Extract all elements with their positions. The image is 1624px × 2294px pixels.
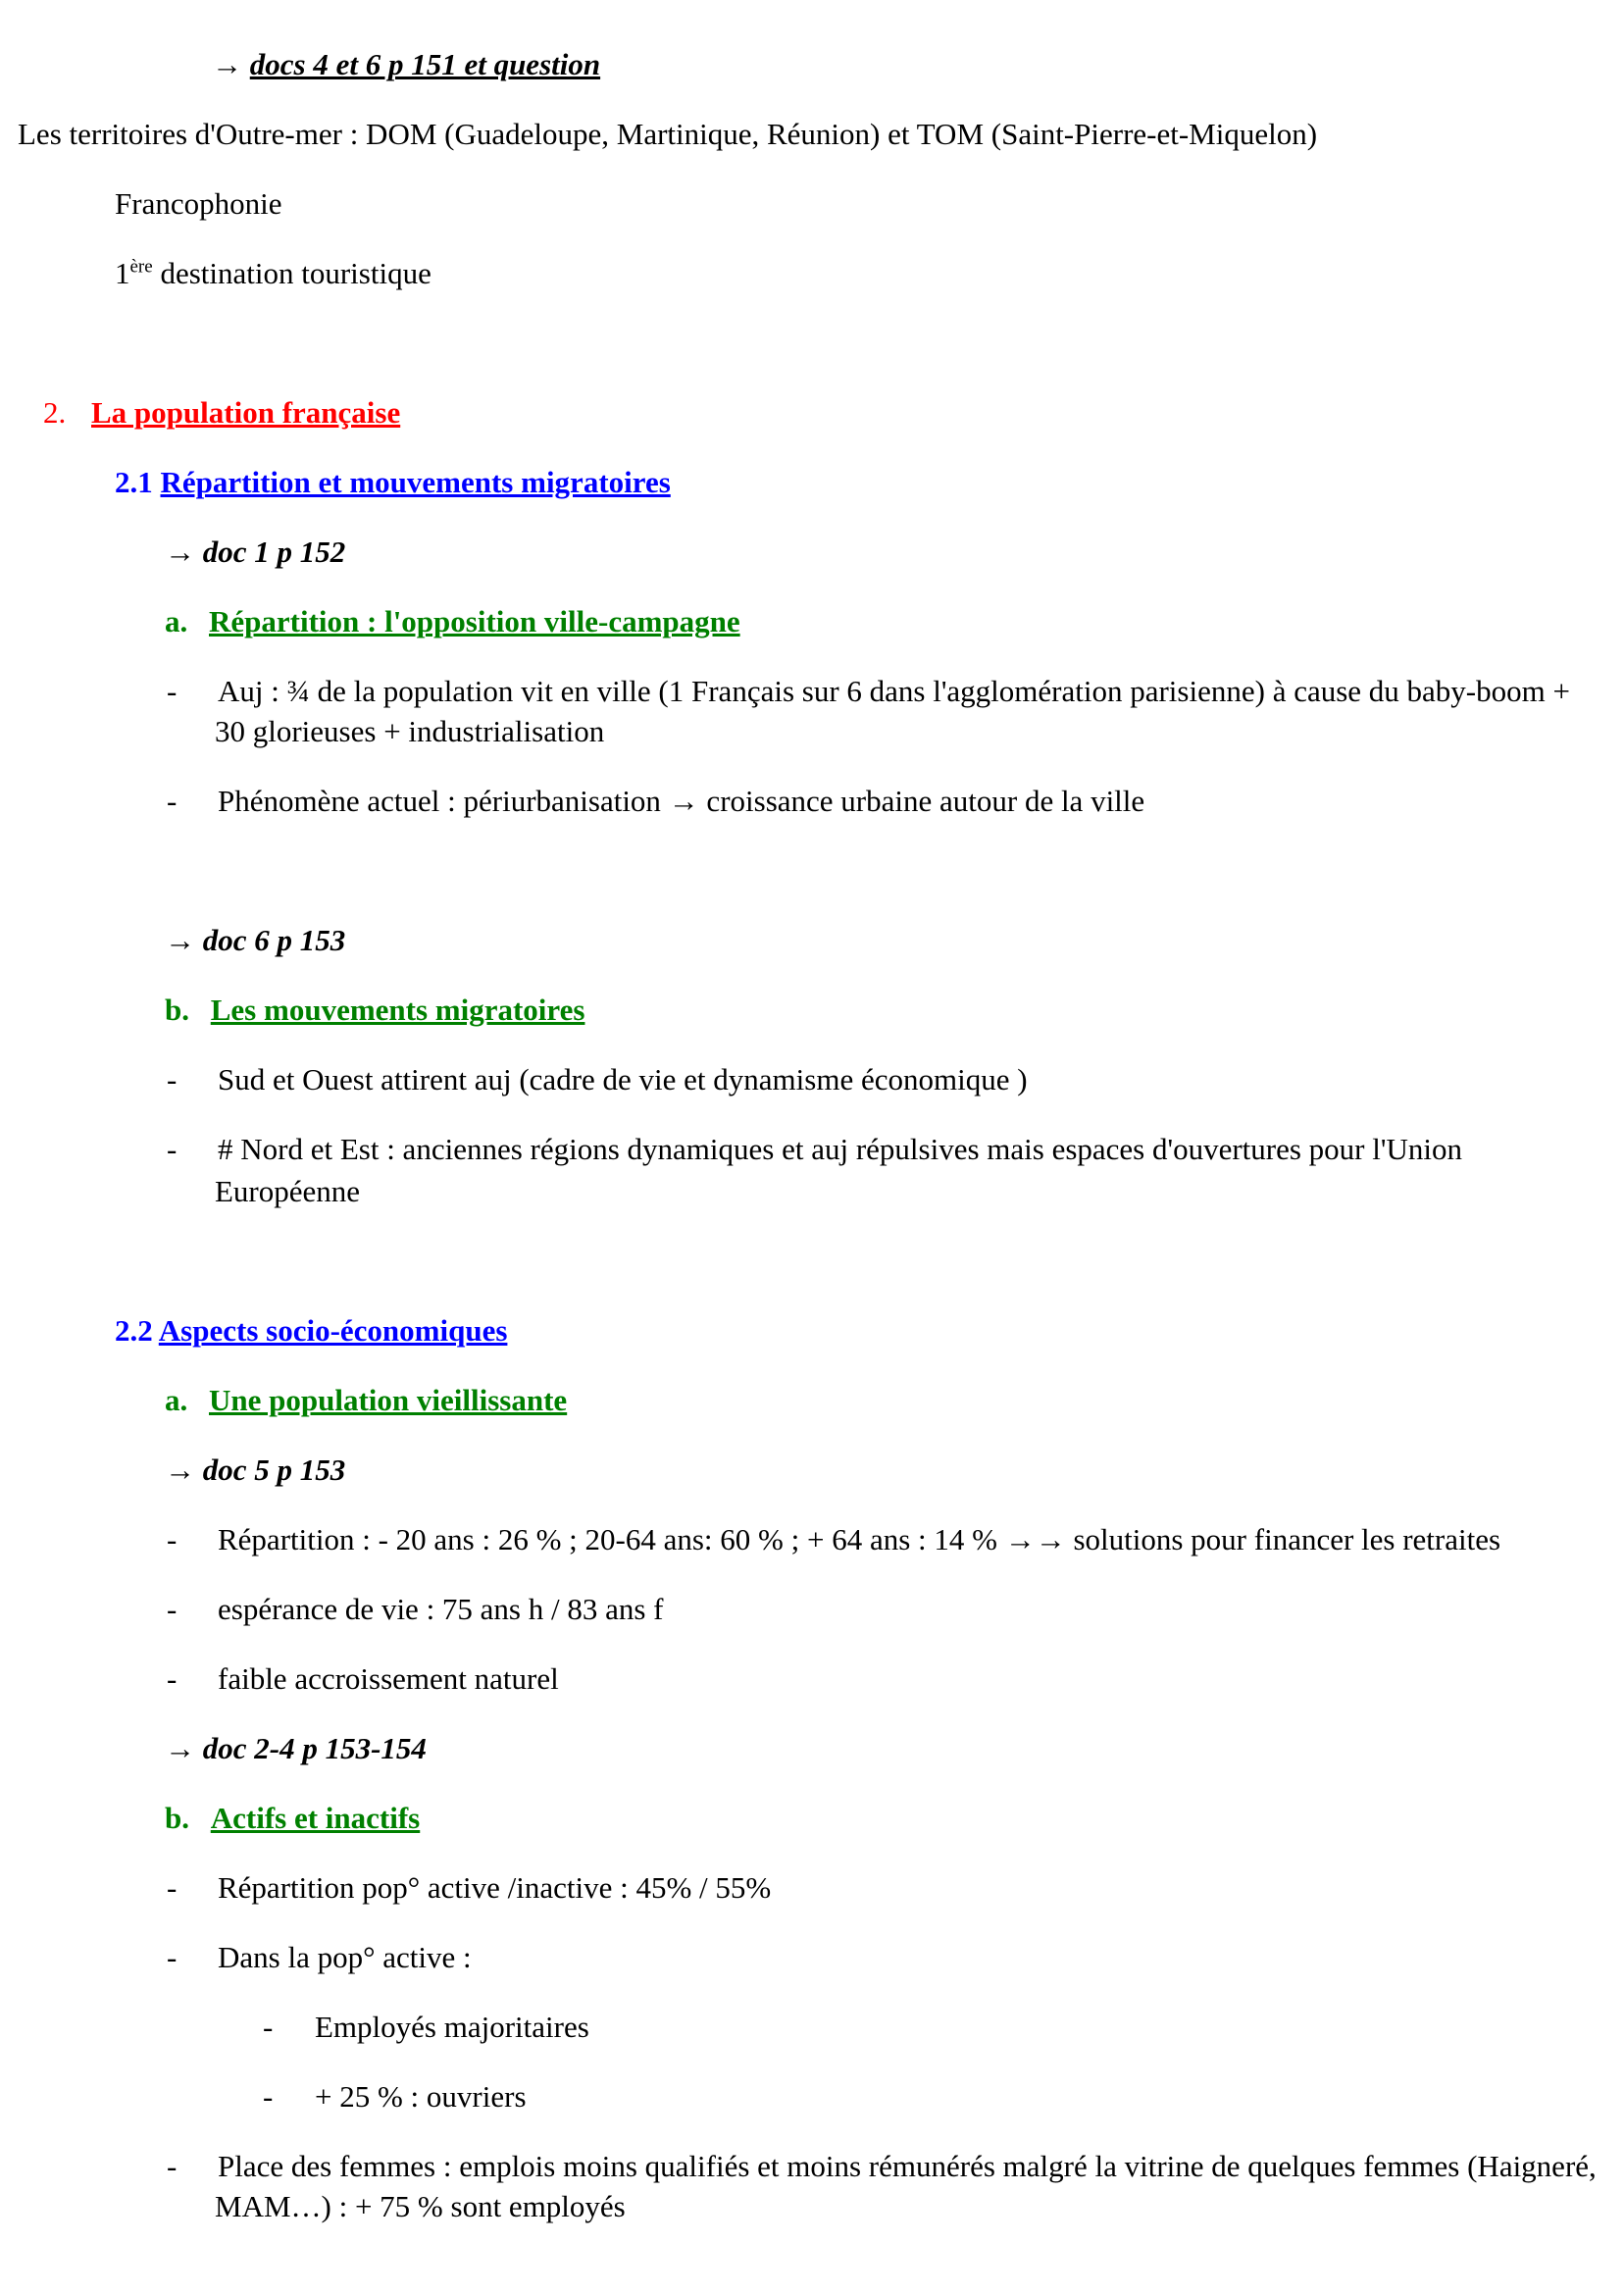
destination-superscript: ère	[129, 256, 153, 278]
arrow-icon: →	[212, 47, 242, 81]
sub-bullet-employes: Employés majoritaires	[315, 2010, 589, 2044]
ref-docs-4-6	[212, 45, 600, 84]
bullet-nord-est-line1: # Nord et Est : anciennes régions dynamiques et auj répulsives mais espaces d'ouvertures pour l'Union	[218, 1132, 1462, 1166]
subsection-2-2-b-heading	[165, 1799, 420, 1838]
bullet-auj-line2: 30 glorieuses + industrialisation	[215, 714, 605, 748]
ref-doc-1-p152: → doc 1 p 152	[165, 535, 346, 569]
ref-doc-5-p153: → doc 5 p 153	[165, 1453, 346, 1487]
bullet-dash: -	[167, 1870, 178, 1905]
subsection-2-1-a-heading	[165, 602, 740, 641]
bullet-dash: -	[167, 1132, 178, 1166]
subsection-b-title: Actifs et inactifs	[210, 1801, 421, 1835]
sub-bullet-ouvriers: + 25 % : ouvriers	[315, 2079, 527, 2114]
bullet-dash: -	[167, 784, 178, 818]
bullet-pop-active: Dans la pop° active :	[218, 1940, 472, 1974]
section-2-1-number: 2.1	[115, 465, 153, 499]
bullet-dash: -	[167, 1940, 178, 1974]
subsection-a-letter: a.	[165, 604, 188, 638]
destination-text: destination touristique	[152, 256, 431, 290]
bullet-auj-line1: Auj : ¾ de la population vit en ville (1 Français sur 6 dans l'agglomération parisienne) à cause du baby-boom +	[218, 674, 1570, 708]
ref-docs-text: docs 4 et 6 p 151 et question	[249, 47, 601, 81]
subsection-b-title: Les mouvements migratoires	[210, 993, 585, 1027]
bullet-dash: -	[167, 2149, 178, 2183]
subsection-2-2-a-heading	[165, 1381, 567, 1420]
subsection-2-1-b-heading	[165, 991, 584, 1030]
bullet-phenomene: Phénomène actuel : périurbanisation → croissance urbaine autour de la ville	[218, 784, 1145, 818]
bullet-esperance-vie: espérance de vie : 75 ans h / 83 ans f	[218, 1592, 664, 1626]
destination-number: 1	[115, 256, 130, 290]
francophonie-line: Francophonie	[115, 186, 282, 221]
bullet-accroissement: faible accroissement naturel	[218, 1661, 559, 1696]
sub-bullet-dash: -	[263, 2010, 274, 2044]
bullet-femmes-line1: Place des femmes : emplois moins qualifiés et moins rémunérés malgré la vitrine de quelques femmes (Haigneré,	[218, 2149, 1597, 2183]
section-2-title: La population française	[91, 395, 401, 430]
bullet-nord-est-line2: Européenne	[215, 1174, 361, 1208]
section-2-number: 2.	[43, 395, 67, 430]
section-2-2-title: Aspects socio-économiques	[158, 1313, 508, 1348]
section-2-1-heading	[115, 463, 671, 502]
bullet-dash: -	[167, 1661, 178, 1696]
sub-bullet-dash: -	[263, 2079, 274, 2114]
section-2-2-number: 2.2	[115, 1313, 153, 1348]
bullet-dash: -	[167, 1592, 178, 1626]
bullet-dash: -	[167, 1522, 178, 1556]
subsection-b-letter: b.	[165, 993, 189, 1027]
section-2-heading	[43, 393, 400, 433]
bullet-repartition-ages: Répartition : - 20 ans : 26 % ; 20-64 ans: 60 % ; + 64 ans : 14 % →→ solutions pour financer les retraites	[218, 1522, 1501, 1556]
destination-line	[115, 254, 431, 293]
bullet-dash: -	[167, 1062, 178, 1096]
subsection-a-title: Répartition : l'opposition ville-campagne	[209, 604, 740, 638]
subsection-a-title: Une population vieillissante	[209, 1383, 568, 1417]
subsection-b-letter: b.	[165, 1801, 189, 1835]
bullet-sud-ouest: Sud et Ouest attirent auj (cadre de vie et dynamisme économique )	[218, 1062, 1028, 1096]
territoires-line: Les territoires d'Outre-mer : DOM (Guadeloupe, Martinique, Réunion) et TOM (Saint-Pierre-et-Miquelon)	[18, 117, 1318, 151]
bullet-dash: -	[167, 674, 178, 708]
bullet-repartition-active: Répartition pop° active /inactive : 45% / 55%	[218, 1870, 772, 1905]
ref-doc-2-4-p153-154: → doc 2-4 p 153-154	[165, 1731, 427, 1765]
bullet-femmes-line2: MAM…) : + 75 % sont employés	[215, 2189, 626, 2223]
section-2-2-heading	[115, 1311, 507, 1351]
subsection-a-letter: a.	[165, 1383, 188, 1417]
ref-doc-6-p153: → doc 6 p 153	[165, 923, 346, 957]
section-2-1-title: Répartition et mouvements migratoires	[160, 465, 671, 499]
